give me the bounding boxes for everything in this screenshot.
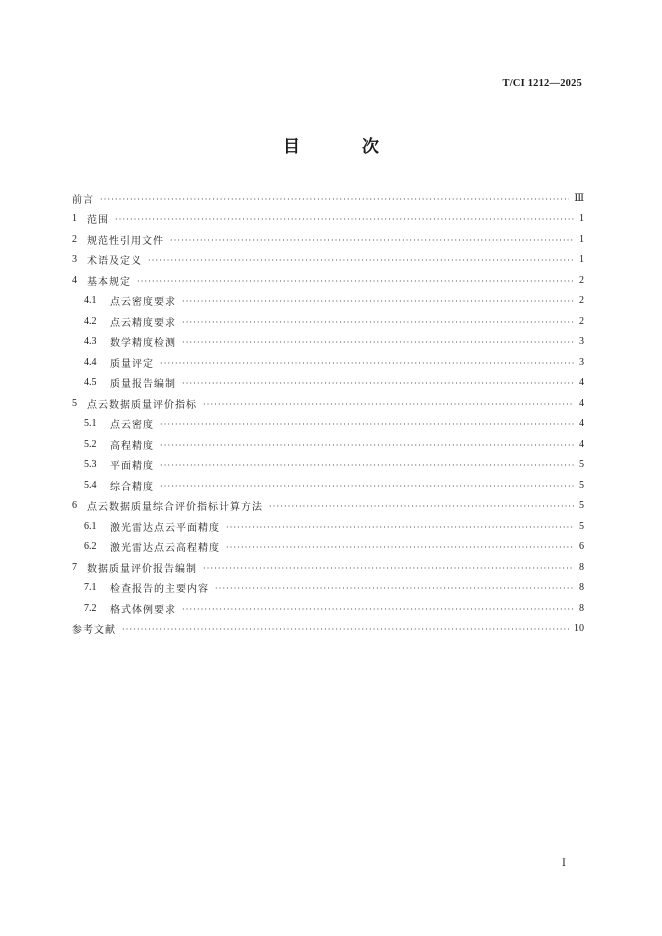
dot-leader [160, 359, 574, 368]
dot-leader [215, 584, 574, 593]
toc-entry-page: 5 [579, 500, 584, 512]
toc-entry-label: 激光雷达点云平面精度 [110, 522, 220, 534]
toc-entry-page: 8 [579, 602, 584, 614]
toc-entry-page: 1 [579, 233, 584, 245]
dot-leader [203, 400, 574, 409]
toc-entry-page: 2 [579, 274, 584, 286]
toc-entry[interactable] [72, 188, 584, 209]
toc-entry-label: 基本规定 [87, 276, 131, 288]
dot-leader [203, 564, 574, 573]
dot-leader [182, 605, 574, 614]
dot-leader [182, 338, 574, 347]
toc-entry[interactable] [72, 414, 584, 435]
toc-entry[interactable] [72, 250, 584, 271]
dot-leader [226, 523, 574, 532]
page-title: 目 次 [283, 137, 407, 157]
toc-entry-number: 4.4 [84, 356, 97, 368]
page-number: Ⅰ [562, 858, 566, 869]
toc-entry-number: 4.3 [84, 336, 97, 348]
dot-leader [182, 318, 574, 327]
toc-entry[interactable] [72, 578, 584, 599]
dot-leader [160, 461, 574, 470]
toc-entry-label: 平面精度 [110, 461, 154, 473]
toc-entry-number: 3 [72, 254, 77, 266]
toc-entry-label: 综合精度 [110, 481, 154, 493]
toc-entry-number: 6.1 [84, 520, 97, 532]
dot-leader [160, 420, 574, 429]
toc-entry-page: 5 [579, 520, 584, 532]
toc-entry-page: 5 [579, 479, 584, 491]
toc-entry-number: 5 [72, 397, 77, 409]
toc-entry[interactable] [72, 516, 584, 537]
toc-entry-page: 4 [579, 377, 584, 389]
toc-entry-number: 4.1 [84, 295, 97, 307]
toc-entry-label: 激光雷达点云高程精度 [110, 543, 220, 555]
dot-leader [122, 625, 569, 634]
toc-entry-number: 4.2 [84, 315, 97, 327]
toc-entry[interactable] [72, 455, 584, 476]
toc-entry-number: 1 [72, 213, 77, 225]
toc-entry-label: 规范性引用文件 [87, 235, 164, 247]
toc-entry[interactable] [72, 209, 584, 230]
toc-entry-page: 1 [579, 213, 584, 225]
toc-entry-number: 6.2 [84, 541, 97, 553]
toc-entry[interactable] [72, 496, 584, 517]
toc-entry-label: 参考文献 [72, 625, 116, 637]
toc-entry[interactable] [72, 434, 584, 455]
toc-entry-number: 4 [72, 274, 77, 286]
dot-leader [160, 482, 574, 491]
toc-entry-label: 点云精度要求 [110, 317, 176, 329]
toc-entry-label: 检查报告的主要内容 [110, 584, 209, 596]
dot-leader [182, 379, 574, 388]
toc-entry-label: 质量报告编制 [110, 379, 176, 391]
document-code: T/CI 1212—2025 [502, 78, 582, 89]
table-of-contents [72, 188, 584, 639]
toc-entry[interactable] [72, 332, 584, 353]
toc-entry-page: 3 [579, 336, 584, 348]
toc-entry-label: 点云密度 [110, 420, 154, 432]
toc-entry-label: 点云密度要求 [110, 297, 176, 309]
toc-entry-page: 4 [579, 418, 584, 430]
dot-leader [226, 543, 574, 552]
toc-entry-page: 4 [579, 438, 584, 450]
toc-entry-number: 7 [72, 561, 77, 573]
dot-leader [182, 297, 574, 306]
dot-leader [160, 441, 574, 450]
toc-entry-label: 点云数据质量综合评价指标计算方法 [87, 502, 263, 514]
dot-leader [170, 236, 574, 245]
toc-entry-label: 数据质量评价报告编制 [87, 563, 197, 575]
toc-entry-page: 8 [579, 561, 584, 573]
toc-entry-page: 8 [579, 582, 584, 594]
toc-entry[interactable] [72, 475, 584, 496]
toc-entry[interactable] [72, 619, 584, 640]
toc-entry-label: 术语及定义 [87, 256, 142, 268]
toc-entry[interactable] [72, 291, 584, 312]
toc-entry-number: 5.1 [84, 418, 97, 430]
toc-entry[interactable] [72, 373, 584, 394]
toc-entry-number: 7.2 [84, 602, 97, 614]
toc-entry-number: 4.5 [84, 377, 97, 389]
dot-leader [148, 256, 574, 265]
toc-entry-label: 高程精度 [110, 440, 154, 452]
toc-entry[interactable] [72, 270, 584, 291]
dot-leader [137, 277, 574, 286]
toc-entry[interactable] [72, 352, 584, 373]
toc-entry-page: 1 [579, 254, 584, 266]
toc-entry-number: 2 [72, 233, 77, 245]
dot-leader [100, 195, 569, 204]
toc-entry-label: 前言 [72, 194, 94, 206]
dot-leader [115, 215, 574, 224]
toc-entry[interactable] [72, 393, 584, 414]
toc-entry-page: Ⅲ [574, 192, 584, 204]
toc-entry-page: 6 [579, 541, 584, 553]
toc-entry-page: 5 [579, 459, 584, 471]
toc-entry-page: 10 [574, 623, 584, 635]
toc-entry-label: 点云数据质量评价指标 [87, 399, 197, 411]
toc-entry-label: 格式体例要求 [110, 604, 176, 616]
toc-entry-number: 5.2 [84, 438, 97, 450]
toc-entry[interactable] [72, 598, 584, 619]
toc-entry-label: 范围 [87, 215, 109, 227]
dot-leader [269, 502, 574, 511]
toc-entry[interactable] [72, 537, 584, 558]
toc-entry-number: 5.3 [84, 459, 97, 471]
toc-entry-label: 数学精度检测 [110, 338, 176, 350]
toc-entry-number: 7.1 [84, 582, 97, 594]
toc-entry[interactable] [72, 557, 584, 578]
toc-entry-number: 6 [72, 500, 77, 512]
toc-entry-page: 3 [579, 356, 584, 368]
toc-entry-page: 4 [579, 397, 584, 409]
toc-entry-label: 质量评定 [110, 358, 154, 370]
toc-entry-page: 2 [579, 295, 584, 307]
toc-entry-number: 5.4 [84, 479, 97, 491]
toc-entry[interactable] [72, 229, 584, 250]
toc-entry-page: 2 [579, 315, 584, 327]
toc-entry[interactable] [72, 311, 584, 332]
